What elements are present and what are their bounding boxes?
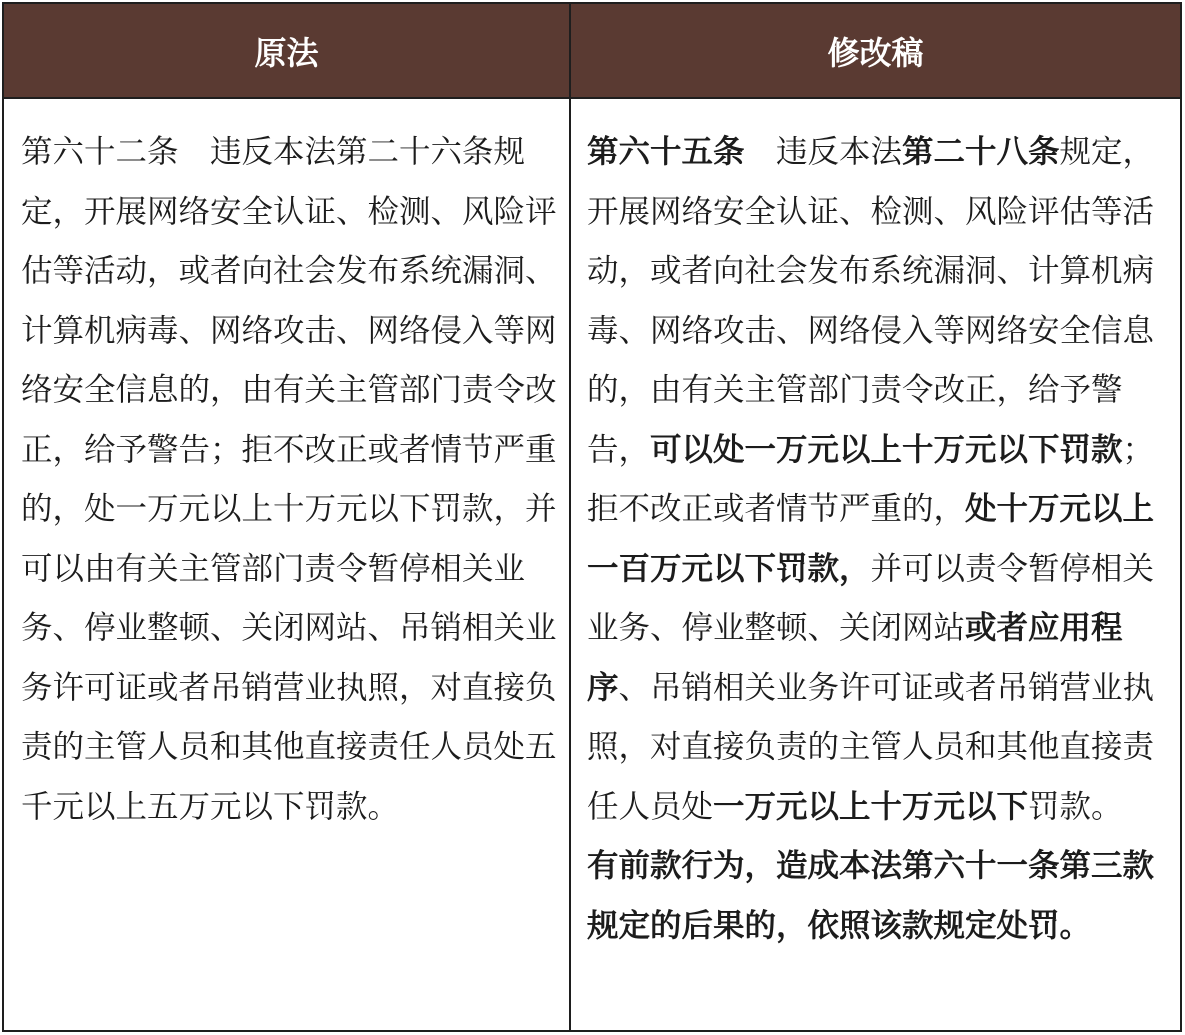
revised-added-application: 或者应用程序 — [587, 610, 1123, 706]
revised-text-segment: 罚款。 — [1028, 788, 1123, 825]
revised-paragraph-2: 有前款行为，造成本法第六十一条第三款规定的后果的，依照该款规定处罚。 — [587, 848, 1155, 944]
original-article-text: 第六十二条 违反本法第二十六条规定，开展网络安全认证、检测、风险评估等活动，或者向社会发布系统漏洞、计算机病毒、网络攻击、网络侵入等网络安全信息的，由有关主管部门责令改正，给予警告；拒不改正或者情节严重的，处一万元以上十万元以下罚款，并可以由有关主管部门责令暂停相关业务、停业整顿、关闭网站、吊销相关业务许可证或者吊销营业执照，对直接负责的主管人员和其他直接责任人员处五千元以上五万元以下罚款。 — [21, 134, 557, 825]
revised-referenced-article: 第二十八条 — [902, 134, 1060, 170]
revised-changed-personal-fine: 一万元以上十万元以下 — [713, 788, 1029, 825]
revised-text-segment: 规定，开展网络安全认证、检测、风险评估等活动，或者向社会发布系统漏洞、计算机病毒、网络攻击、网络侵入等网络安全信息的，由有关主管部门责令改正，给予警告， — [587, 134, 1155, 468]
revised-added-fine: 可以处一万元以上十万元以下罚款 — [650, 431, 1123, 468]
header-revised: 修改稿 — [571, 4, 1180, 99]
revised-text-segment: 违反本法 — [744, 134, 903, 170]
revised-text-segment: ；拒不改正或者情节严重的， — [587, 431, 1155, 527]
comparison-table — [2, 2, 1182, 1032]
revised-article-cell — [571, 99, 1180, 1030]
revised-text-segment: 、吊销相关业务许可证或者吊销营业执照，对直接负责的主管人员和其他直接责任人员处 — [587, 669, 1155, 825]
revised-changed-fine: 处十万元以上一百万元以下罚款， — [587, 491, 1155, 587]
original-article-cell — [4, 99, 571, 1030]
revised-article-number: 第六十五条 — [587, 134, 745, 170]
revised-paragraph-1 — [587, 123, 1178, 837]
header-original: 原法 — [4, 4, 571, 99]
revised-text-segment: 并可以责令暂停相关业务、停业整顿、关闭网站 — [587, 550, 1155, 646]
